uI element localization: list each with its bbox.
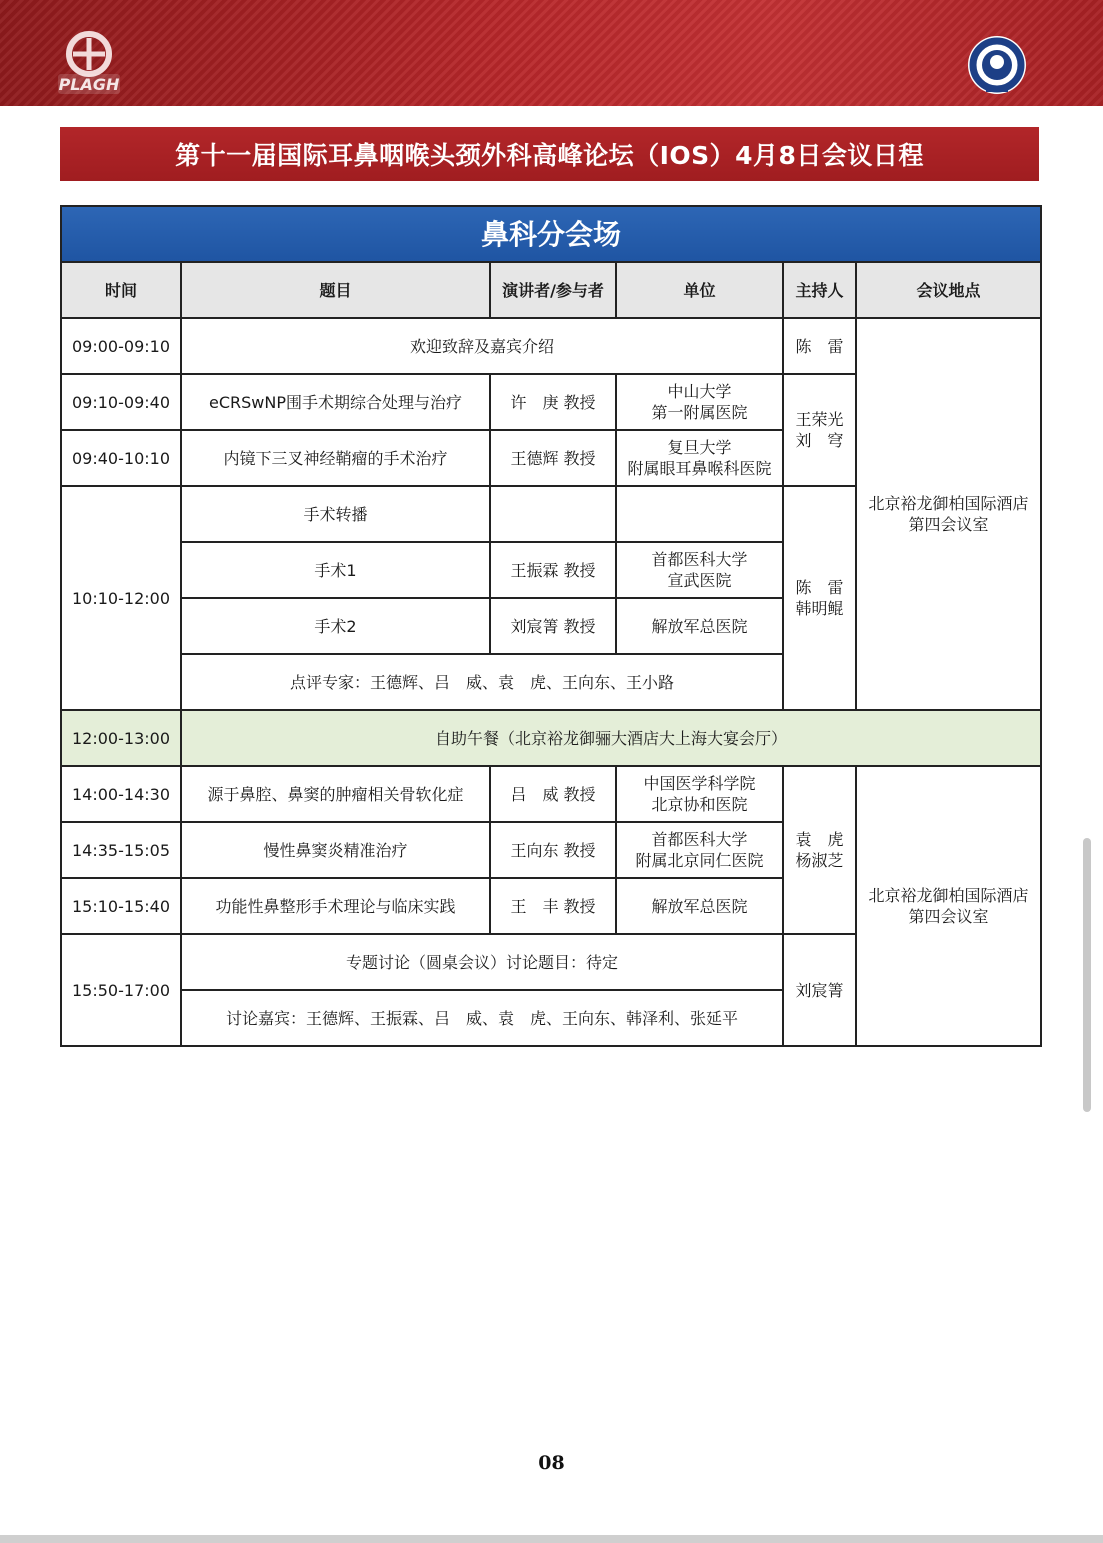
host-cell: 陈 雷 韩明鲲 (783, 486, 856, 710)
speaker-cell: 王向东 教授 (490, 822, 616, 878)
table-row (61, 318, 1041, 374)
unit-cell: 解放军总医院 (616, 878, 783, 934)
col-header-time: 时间 (61, 262, 181, 318)
unit-cell: 首都医科大学 宣武医院 (616, 542, 783, 598)
unit-cell: 中山大学 第一附属医院 (616, 374, 783, 430)
table-row (61, 766, 1041, 822)
page-number: 08 (538, 1452, 565, 1474)
unit-cell (616, 486, 783, 542)
col-header-speaker: 演讲者/参与者 (490, 262, 616, 318)
review-experts-cell: 点评专家：王德辉、吕 威、袁 虎、王向东、王小路 (181, 654, 783, 710)
ncrc-orl-logo (966, 34, 1028, 96)
topic-cell: eCRSwNP围手术期综合处理与治疗 (181, 374, 490, 430)
schedule-table (60, 205, 1042, 1047)
speaker-cell: 王振霖 教授 (490, 542, 616, 598)
speaker-cell: 王德辉 教授 (490, 430, 616, 486)
host-cell: 陈 雷 (783, 318, 856, 374)
col-header-topic: 题目 (181, 262, 490, 318)
time-cell: 15:10-15:40 (61, 878, 181, 934)
speaker-cell: 王 丰 教授 (490, 878, 616, 934)
bottom-band (0, 1535, 1103, 1543)
speaker-cell: 刘宸箐 教授 (490, 598, 616, 654)
page-title: 第十一届国际耳鼻咽喉头颈外科高峰论坛（IOS）4月8日会议日程 (60, 127, 1039, 181)
col-header-host: 主持人 (783, 262, 856, 318)
plagh-logo (54, 30, 124, 96)
unit-cell: 首都医科大学 附属北京同仁医院 (616, 822, 783, 878)
location-cell: 北京裕龙御柏国际酒店 第四会议室 (856, 766, 1041, 1046)
col-header-unit: 单位 (616, 262, 783, 318)
topic-cell: 手术2 (181, 598, 490, 654)
discussion-topic-cell: 专题讨论（圆桌会议）讨论题目：待定 (181, 934, 783, 990)
host-cell: 王荣光 刘 穹 (783, 374, 856, 486)
unit-cell: 中国医学科学院 北京协和医院 (616, 766, 783, 822)
header-banner (0, 0, 1103, 106)
col-header-location: 会议地点 (856, 262, 1041, 318)
topic-cell: 手术转播 (181, 486, 490, 542)
time-cell: 09:10-09:40 (61, 374, 181, 430)
time-cell: 15:50-17:00 (61, 934, 181, 1046)
speaker-cell: 许 庚 教授 (490, 374, 616, 430)
svg-text:PLAGH: PLAGH (58, 75, 120, 94)
topic-cell: 慢性鼻窦炎精准治疗 (181, 822, 490, 878)
topic-cell: 手术1 (181, 542, 490, 598)
topic-cell: 功能性鼻整形手术理论与临床实践 (181, 878, 490, 934)
time-cell: 14:35-15:05 (61, 822, 181, 878)
scrollbar[interactable] (1083, 838, 1091, 1112)
location-cell: 北京裕龙御柏国际酒店 第四会议室 (856, 318, 1041, 710)
host-cell: 刘宸箐 (783, 934, 856, 1046)
table-row (61, 710, 1041, 766)
venue-header: 鼻科分会场 (61, 206, 1041, 262)
speaker-cell: 吕 威 教授 (490, 766, 616, 822)
time-cell: 09:00-09:10 (61, 318, 181, 374)
discussion-guests-cell: 讨论嘉宾：王德辉、王振霖、吕 威、袁 虎、王向东、韩泽利、张延平 (181, 990, 783, 1046)
time-cell: 14:00-14:30 (61, 766, 181, 822)
time-cell: 09:40-10:10 (61, 430, 181, 486)
time-cell: 10:10-12:00 (61, 486, 181, 710)
speaker-cell (490, 486, 616, 542)
unit-cell: 解放军总医院 (616, 598, 783, 654)
lunch-cell: 自助午餐（北京裕龙御骊大酒店大上海大宴会厅） (181, 710, 1041, 766)
topic-cell: 欢迎致辞及嘉宾介绍 (181, 318, 783, 374)
topic-cell: 内镜下三叉神经鞘瘤的手术治疗 (181, 430, 490, 486)
time-cell: 12:00-13:00 (61, 710, 181, 766)
host-cell: 袁 虎 杨淑芝 (783, 766, 856, 934)
unit-cell: 复旦大学 附属眼耳鼻喉科医院 (616, 430, 783, 486)
topic-cell: 源于鼻腔、鼻窦的肿瘤相关骨软化症 (181, 766, 490, 822)
